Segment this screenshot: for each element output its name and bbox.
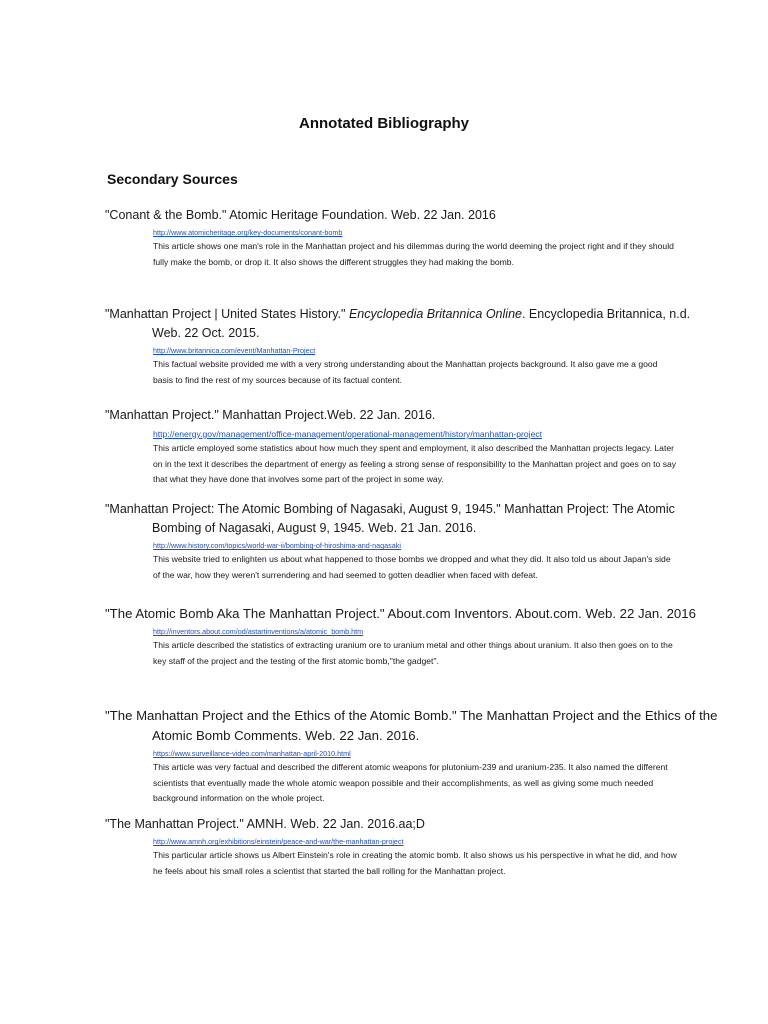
bibliography-entry bbox=[0, 206, 768, 270]
citation: "Manhattan Project: The Atomic Bombing of Nagasaki, August 9, 1945." Manhattan Project: The Atomic Bombing of Nagasaki, August 9, 1945. Web. 21 Jan. 2016. bbox=[105, 502, 675, 535]
citation: "The Manhattan Project and the Ethics of the Atomic Bomb." The Manhattan Project and the Ethics of the Atomic Bomb Comments. Web. 22 Jan. 2016. bbox=[105, 708, 718, 743]
source-link[interactable]: http://energy.gov/management/office-management/operational-management/history/manhattan-project bbox=[153, 429, 543, 439]
bibliography-entry bbox=[0, 305, 768, 388]
source-link[interactable]: http://www.atomicheritage.org/key-documents/conant-bomb bbox=[153, 228, 343, 237]
source-link[interactable]: http://inventors.about.com/od/astartinventions/a/atomic_bomb.htm bbox=[153, 627, 364, 636]
source-link[interactable]: http://www.amnh.org/exhibitions/einstein/peace-and-war/the-manhattan-project bbox=[153, 837, 404, 846]
bibliography-entry bbox=[0, 706, 768, 807]
source-link[interactable]: http://www.britannica.com/event/Manhattan-Project bbox=[153, 346, 316, 355]
bibliography-entry bbox=[0, 815, 768, 879]
annotation: This website tried to enlighten us about what happened to those bombs we dropped and what they did. It also told us about Japan's side of the war, how they weren't surrendering and had seemed to gotten deadlier when faced with defeat. bbox=[153, 554, 671, 580]
section-heading: Secondary Sources bbox=[107, 171, 238, 187]
citation: "The Atomic Bomb Aka The Manhattan Project." About.com Inventors. About.com. Web. 22 Jan. 2016 bbox=[105, 606, 696, 621]
document-title: Annotated Bibliography bbox=[299, 115, 469, 132]
annotation: This particular article shows us Albert Einstein's role in creating the atomic bomb. It also shows us his perspective in what he did, and how he feels about his small roles a scientist that started the ball rolling for the Manhattan project. bbox=[153, 850, 677, 876]
citation-title: Encyclopedia Britannica Online bbox=[348, 307, 522, 321]
citation: "Manhattan Project." Manhattan Project.Web. 22 Jan. 2016. bbox=[105, 408, 436, 422]
citation: "Manhattan Project | United States History." Encyclopedia Britannica Online. Encyclopedia Britannica, n.d. Web. 22 Oct. 2015. bbox=[105, 307, 691, 340]
source-link[interactable]: http://www.history.com/topics/world-war-ii/bombing-of-hiroshima-and-nagasaki bbox=[153, 541, 401, 550]
annotation: This article described the statistics of extracting uranium ore to uranium metal and other things about uranium. It also then goes on to the key staff of the project and the testing of the first atomic bomb,"the gadget". bbox=[153, 640, 673, 666]
bibliography-entry bbox=[0, 406, 768, 488]
bibliography-entry bbox=[0, 500, 768, 583]
citation: "Conant & the Bomb." Atomic Heritage Foundation. Web. 22 Jan. 2016 bbox=[105, 208, 496, 222]
source-link[interactable]: https://www.surveillance-video.com/manhattan-april-2010.html bbox=[153, 749, 351, 758]
annotation: This article was very factual and described the different atomic weapons for plutonium-239 and uranium-235. It also named the different scientists that eventually made the whole atomic weapon possible and their accomplishments, as well as giving some much needed background information on the whole project. bbox=[153, 762, 668, 803]
citation: "The Manhattan Project." AMNH. Web. 22 Jan. 2016.aa;D bbox=[105, 817, 425, 831]
annotation: This factual website provided me with a very strong understanding about the Manhattan projects background. It also gave me a good basis to find the rest of my sources because of its factual content. bbox=[153, 359, 658, 385]
bibliography-entry bbox=[0, 604, 768, 669]
annotation: This article employed some statistics about how much they spent and employment, it also described the Manhattan projects legacy. Later on in the text it describes the department of energy as feeling a strong sense of responsibility to the Manhattan project and goes on to say that what they have done that involves some part of the project in some way. bbox=[153, 443, 677, 484]
annotation: This article shows one man's role in the Manhattan project and his dilemmas during the world deeming the project right and if they should fully make the bomb, or drop it. It also shows the different struggles they had making the bomb. bbox=[153, 241, 674, 267]
